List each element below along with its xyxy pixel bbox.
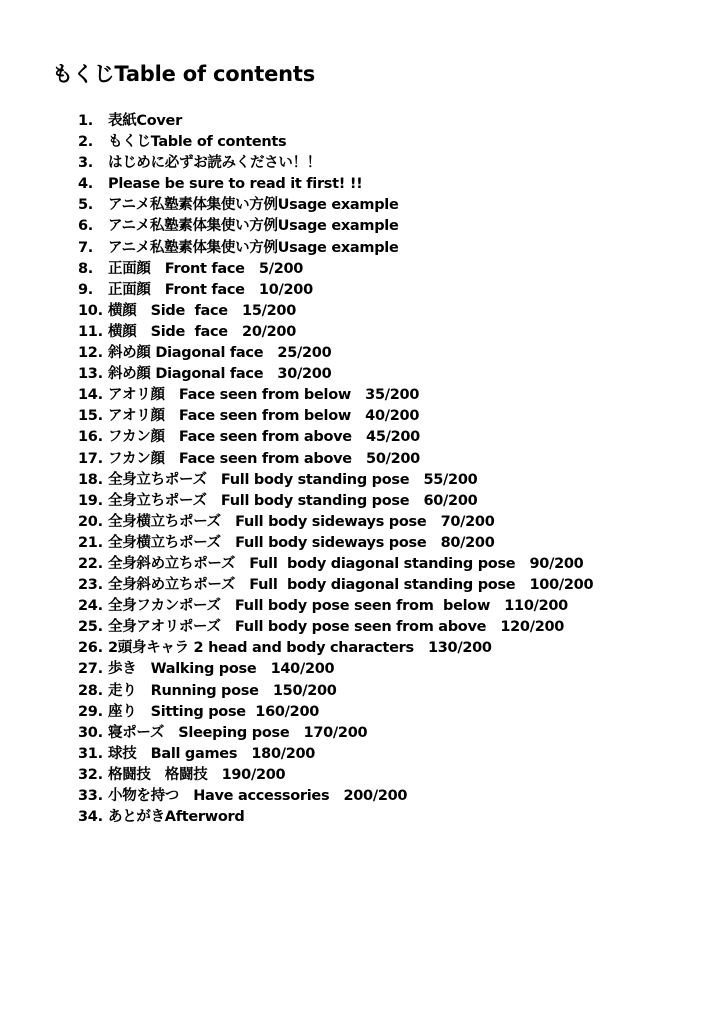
- toc-entry-number: 16.: [78, 429, 103, 446]
- toc-entry-text: 横顔 Side face 20/200: [108, 323, 296, 340]
- toc-entry-number: 30.: [78, 724, 103, 741]
- toc-entry-text: 正面顔 Front face 10/200: [108, 281, 313, 298]
- toc-entry-text: 表紙Cover: [108, 113, 182, 129]
- toc-entry-number: 34.: [78, 809, 103, 826]
- toc-entry-text: 球技 Ball games 180/200: [108, 745, 316, 762]
- toc-entry-text: 寝ポーズ Sleeping pose 170/200: [108, 724, 368, 741]
- toc-entry-number: 29.: [78, 703, 103, 720]
- toc-entry-text: 斜め顔 Diagonal face 25/200: [108, 345, 332, 362]
- toc-entry-text: アニメ私塾素体集使い方例Usage example: [108, 197, 399, 214]
- toc-entry-number: 7.: [78, 239, 93, 256]
- toc-entry-number: 28.: [78, 682, 103, 699]
- toc-entry-text: 2頭身キャラ 2 head and body characters 130/200: [108, 640, 492, 657]
- toc-entry-number: 12.: [78, 345, 103, 362]
- toc-entry-number: 21.: [78, 534, 103, 551]
- toc-entry-number: 2.: [78, 134, 93, 151]
- toc-entry-number: 22.: [78, 555, 103, 572]
- toc-entry-number: 15.: [78, 408, 103, 425]
- toc-entry-text: はじめに必ずお読みください！！: [108, 155, 321, 172]
- toc-entry-text: 全身アオリポーズ Full body pose seen from above 120/200: [108, 619, 565, 636]
- toc-entry-number: 25.: [78, 619, 103, 636]
- toc-entry-text: 全身横立ちポーズ Full body sideways pose 70/200: [108, 513, 495, 530]
- toc-entry-text: 歩き Walking pose 140/200: [108, 661, 335, 678]
- toc-entry-text: 全身立ちポーズ Full body standing pose 60/200: [108, 492, 478, 509]
- toc-entry-text: 全身斜め立ちポーズ Full body diagonal standing pose 100/200: [108, 577, 594, 594]
- page-title: もくじTable of contents: [52, 62, 316, 86]
- toc-entry-number: 20.: [78, 513, 103, 530]
- toc-entry-text: 全身横立ちポーズ Full body sideways pose 80/200: [108, 534, 495, 551]
- toc-entry-text: 斜め顔 Diagonal face 30/200: [108, 366, 332, 383]
- toc-entry-text: もくじTable of contents: [108, 134, 287, 151]
- toc-entry-number: 19.: [78, 492, 103, 509]
- toc-entry-text: アオリ顔 Face seen from below 35/200: [108, 387, 420, 404]
- toc-entry-text: Please be sure to read it first! !!: [108, 176, 363, 193]
- toc-entry-text: 格闘技 格闘技 190/200: [108, 766, 286, 783]
- toc-entry-number: 11.: [78, 323, 103, 340]
- toc-entry-number: 26.: [78, 640, 103, 657]
- toc-entry-text: フカン顔 Face seen from above 50/200: [108, 450, 420, 467]
- toc-entry-text: アニメ私塾素体集使い方例Usage example: [108, 239, 399, 256]
- toc-entry-number: 32.: [78, 766, 103, 783]
- toc-entry-number: 23.: [78, 577, 103, 594]
- toc-entry-number: 13.: [78, 366, 103, 383]
- toc-entry-text: アオリ顔 Face seen from below 40/200: [108, 408, 420, 425]
- toc-entry-number: 17.: [78, 450, 103, 467]
- toc-entry-number: 10.: [78, 302, 103, 319]
- toc-entry-text: フカン顔 Face seen from above 45/200: [108, 429, 420, 446]
- toc-entry-number: 5.: [78, 197, 93, 214]
- toc-entry-text: 走り Running pose 150/200: [108, 682, 337, 699]
- toc-entry-number: 27.: [78, 661, 103, 678]
- toc-entry-number: 1.: [78, 113, 93, 129]
- toc-entry-text: あとがきAfterword: [108, 809, 245, 826]
- toc-entry-number: 4.: [78, 176, 93, 193]
- toc-entry-text: 横顔 Side face 15/200: [108, 302, 296, 319]
- toc-entry-number: 33.: [78, 788, 103, 804]
- toc-entry-number: 31.: [78, 745, 103, 762]
- toc-entry-text: 全身フカンポーズ Full body pose seen from below 110/200: [108, 598, 568, 615]
- toc-entry-number: 8.: [78, 260, 93, 277]
- toc-entry-number: 14.: [78, 387, 103, 404]
- toc-entry-number: 24.: [78, 598, 103, 615]
- toc-entry-number: 9.: [78, 281, 93, 298]
- toc-entry-text: 正面顔 Front face 5/200: [108, 260, 304, 277]
- toc-entry-number: 3.: [78, 155, 93, 172]
- toc-entry-text: 全身立ちポーズ Full body standing pose 55/200: [108, 471, 478, 488]
- toc-entry-text: 座り Sitting pose 160/200: [108, 703, 320, 720]
- toc-entry-text: 小物を持つ Have accessories 200/200: [108, 788, 408, 804]
- toc-entry-text: 全身斜め立ちポーズ Full body diagonal standing pose 90/200: [108, 555, 584, 572]
- toc-entry-number: 6.: [78, 218, 93, 235]
- toc-entry-number: 18.: [78, 471, 103, 488]
- toc-entry-text: アニメ私塾素体集使い方例Usage example: [108, 218, 399, 235]
